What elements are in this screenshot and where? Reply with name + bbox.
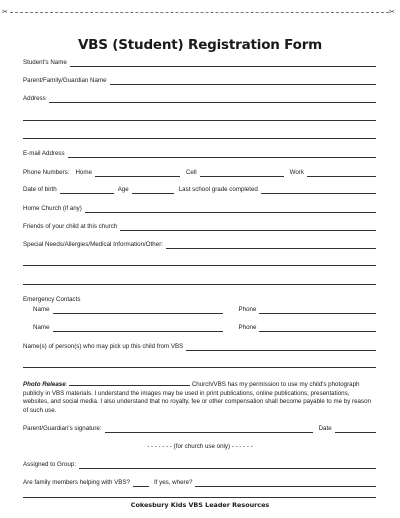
student-name-row — [23, 59, 376, 67]
emergency-phone-2-field[interactable] — [259, 325, 376, 332]
photo-release-paragraph: Photo Release: Church/VBS has my permission to use my child's photograph publicly in VBS materials. I understand the images may be used in print publications, online publications, presentations, websites, and social media. I also understand that no royalty, fee or other compensation shall become payable to me by reason of such use. — [23, 381, 371, 414]
grade-label: Last school grade completed — [178, 186, 258, 193]
special-needs-label: Special Needs/Allergies/Medical Information/Other: — [23, 241, 163, 248]
parent-name-row — [23, 77, 376, 85]
home-phone-label: Home — [75, 169, 92, 176]
emergency-phone-label: Phone — [238, 306, 257, 313]
home-church-row — [23, 205, 376, 213]
friends-field[interactable] — [120, 224, 376, 231]
email-row — [23, 150, 376, 158]
cut-line — [10, 12, 389, 13]
scissors-icon: ✂ — [389, 9, 395, 16]
friends-label: Friends of your child at this church — [23, 223, 118, 230]
dob-row — [23, 186, 376, 194]
address-label: Address — [23, 95, 46, 102]
cell-phone-label: Cell — [185, 169, 197, 176]
family-helping-field[interactable] — [133, 480, 149, 487]
signature-label: Parent/Guardian's signature: — [23, 425, 102, 432]
pickup-line-2[interactable] — [23, 367, 376, 368]
emergency-contact-1-row — [33, 306, 376, 314]
cell-phone-field[interactable] — [200, 170, 284, 177]
address-line-2[interactable] — [23, 120, 376, 121]
scissors-icon: ✂ — [2, 9, 8, 16]
if-yes-field[interactable] — [195, 480, 376, 487]
assigned-group-label: Assigned to Group: — [23, 461, 76, 468]
special-needs-line-3[interactable] — [23, 284, 376, 285]
email-field[interactable] — [68, 151, 376, 158]
assigned-group-row — [23, 461, 376, 469]
family-helping-label: Are family members helping with VBS? — [23, 479, 130, 486]
emergency-contacts-label: Emergency Contacts — [23, 296, 81, 303]
special-needs-field[interactable] — [166, 242, 376, 249]
emergency-phone-1-field[interactable] — [259, 307, 376, 314]
form-title: VBS (Student) Registration Form — [77, 37, 323, 53]
church-name-field[interactable] — [69, 379, 190, 386]
special-needs-line-2[interactable] — [23, 265, 376, 266]
emergency-name-label: Name — [33, 306, 50, 313]
pickup-row — [23, 343, 376, 351]
parent-name-label: Parent/Family/Guardian Name — [23, 77, 107, 84]
work-phone-field[interactable] — [307, 170, 376, 177]
phone-numbers-label: Phone Numbers: — [23, 169, 70, 176]
age-field[interactable] — [132, 187, 174, 194]
home-church-label: Home Church (if any) — [23, 205, 82, 212]
assigned-group-field[interactable] — [79, 462, 376, 469]
signature-field[interactable] — [105, 426, 313, 433]
phone-row — [23, 169, 376, 177]
address-field[interactable] — [49, 96, 376, 103]
address-row — [23, 95, 376, 103]
photo-release-text-2: photograph publicly in VBS materials. I understand the images may be used in print publications, online publications, presentations, websites, and social media. I also understand that no royalty, fee or other compensation shall become payable to me by reason of such use. — [23, 381, 371, 414]
pickup-field[interactable] — [186, 344, 376, 351]
email-label: E-mail Address — [23, 150, 65, 157]
date-field[interactable] — [335, 426, 376, 433]
emergency-phone-label: Phone — [238, 324, 257, 331]
emergency-contact-2-row — [33, 324, 376, 332]
if-yes-label: If yes, where? — [153, 479, 193, 486]
student-name-label: Student's Name — [23, 59, 67, 66]
home-phone-field[interactable] — [95, 170, 180, 177]
signature-row — [23, 425, 376, 433]
date-label: Date — [318, 425, 332, 432]
age-label: Age — [117, 186, 129, 193]
emergency-heading-row — [23, 296, 376, 304]
address-line-3[interactable] — [23, 138, 376, 139]
photo-release-label: Photo Release — [23, 381, 66, 388]
grade-field[interactable] — [261, 187, 376, 194]
dob-label: Date of birth — [23, 186, 57, 193]
family-helping-row — [23, 479, 376, 487]
footer-text: Cokesbury Kids VBS Leader Resources — [130, 501, 270, 509]
photo-release-text-1: Church/VBS has my permission to use my child's — [190, 381, 327, 388]
emergency-name-1-field[interactable] — [53, 307, 223, 314]
friends-row — [23, 223, 376, 231]
emergency-name-2-field[interactable] — [53, 325, 223, 332]
home-church-field[interactable] — [85, 206, 376, 213]
dob-field[interactable] — [60, 187, 114, 194]
emergency-name-label: Name — [33, 324, 50, 331]
student-name-field[interactable] — [70, 60, 376, 67]
special-needs-row — [23, 241, 376, 249]
church-use-divider: - - - - - - - (for church use only) - - - - - - — [147, 443, 253, 450]
footer-divider — [23, 497, 376, 498]
work-phone-label: Work — [289, 169, 304, 176]
parent-name-field[interactable] — [110, 78, 376, 85]
pickup-label: Name(s) of person(s) who may pick up this child from VBS — [23, 343, 184, 350]
